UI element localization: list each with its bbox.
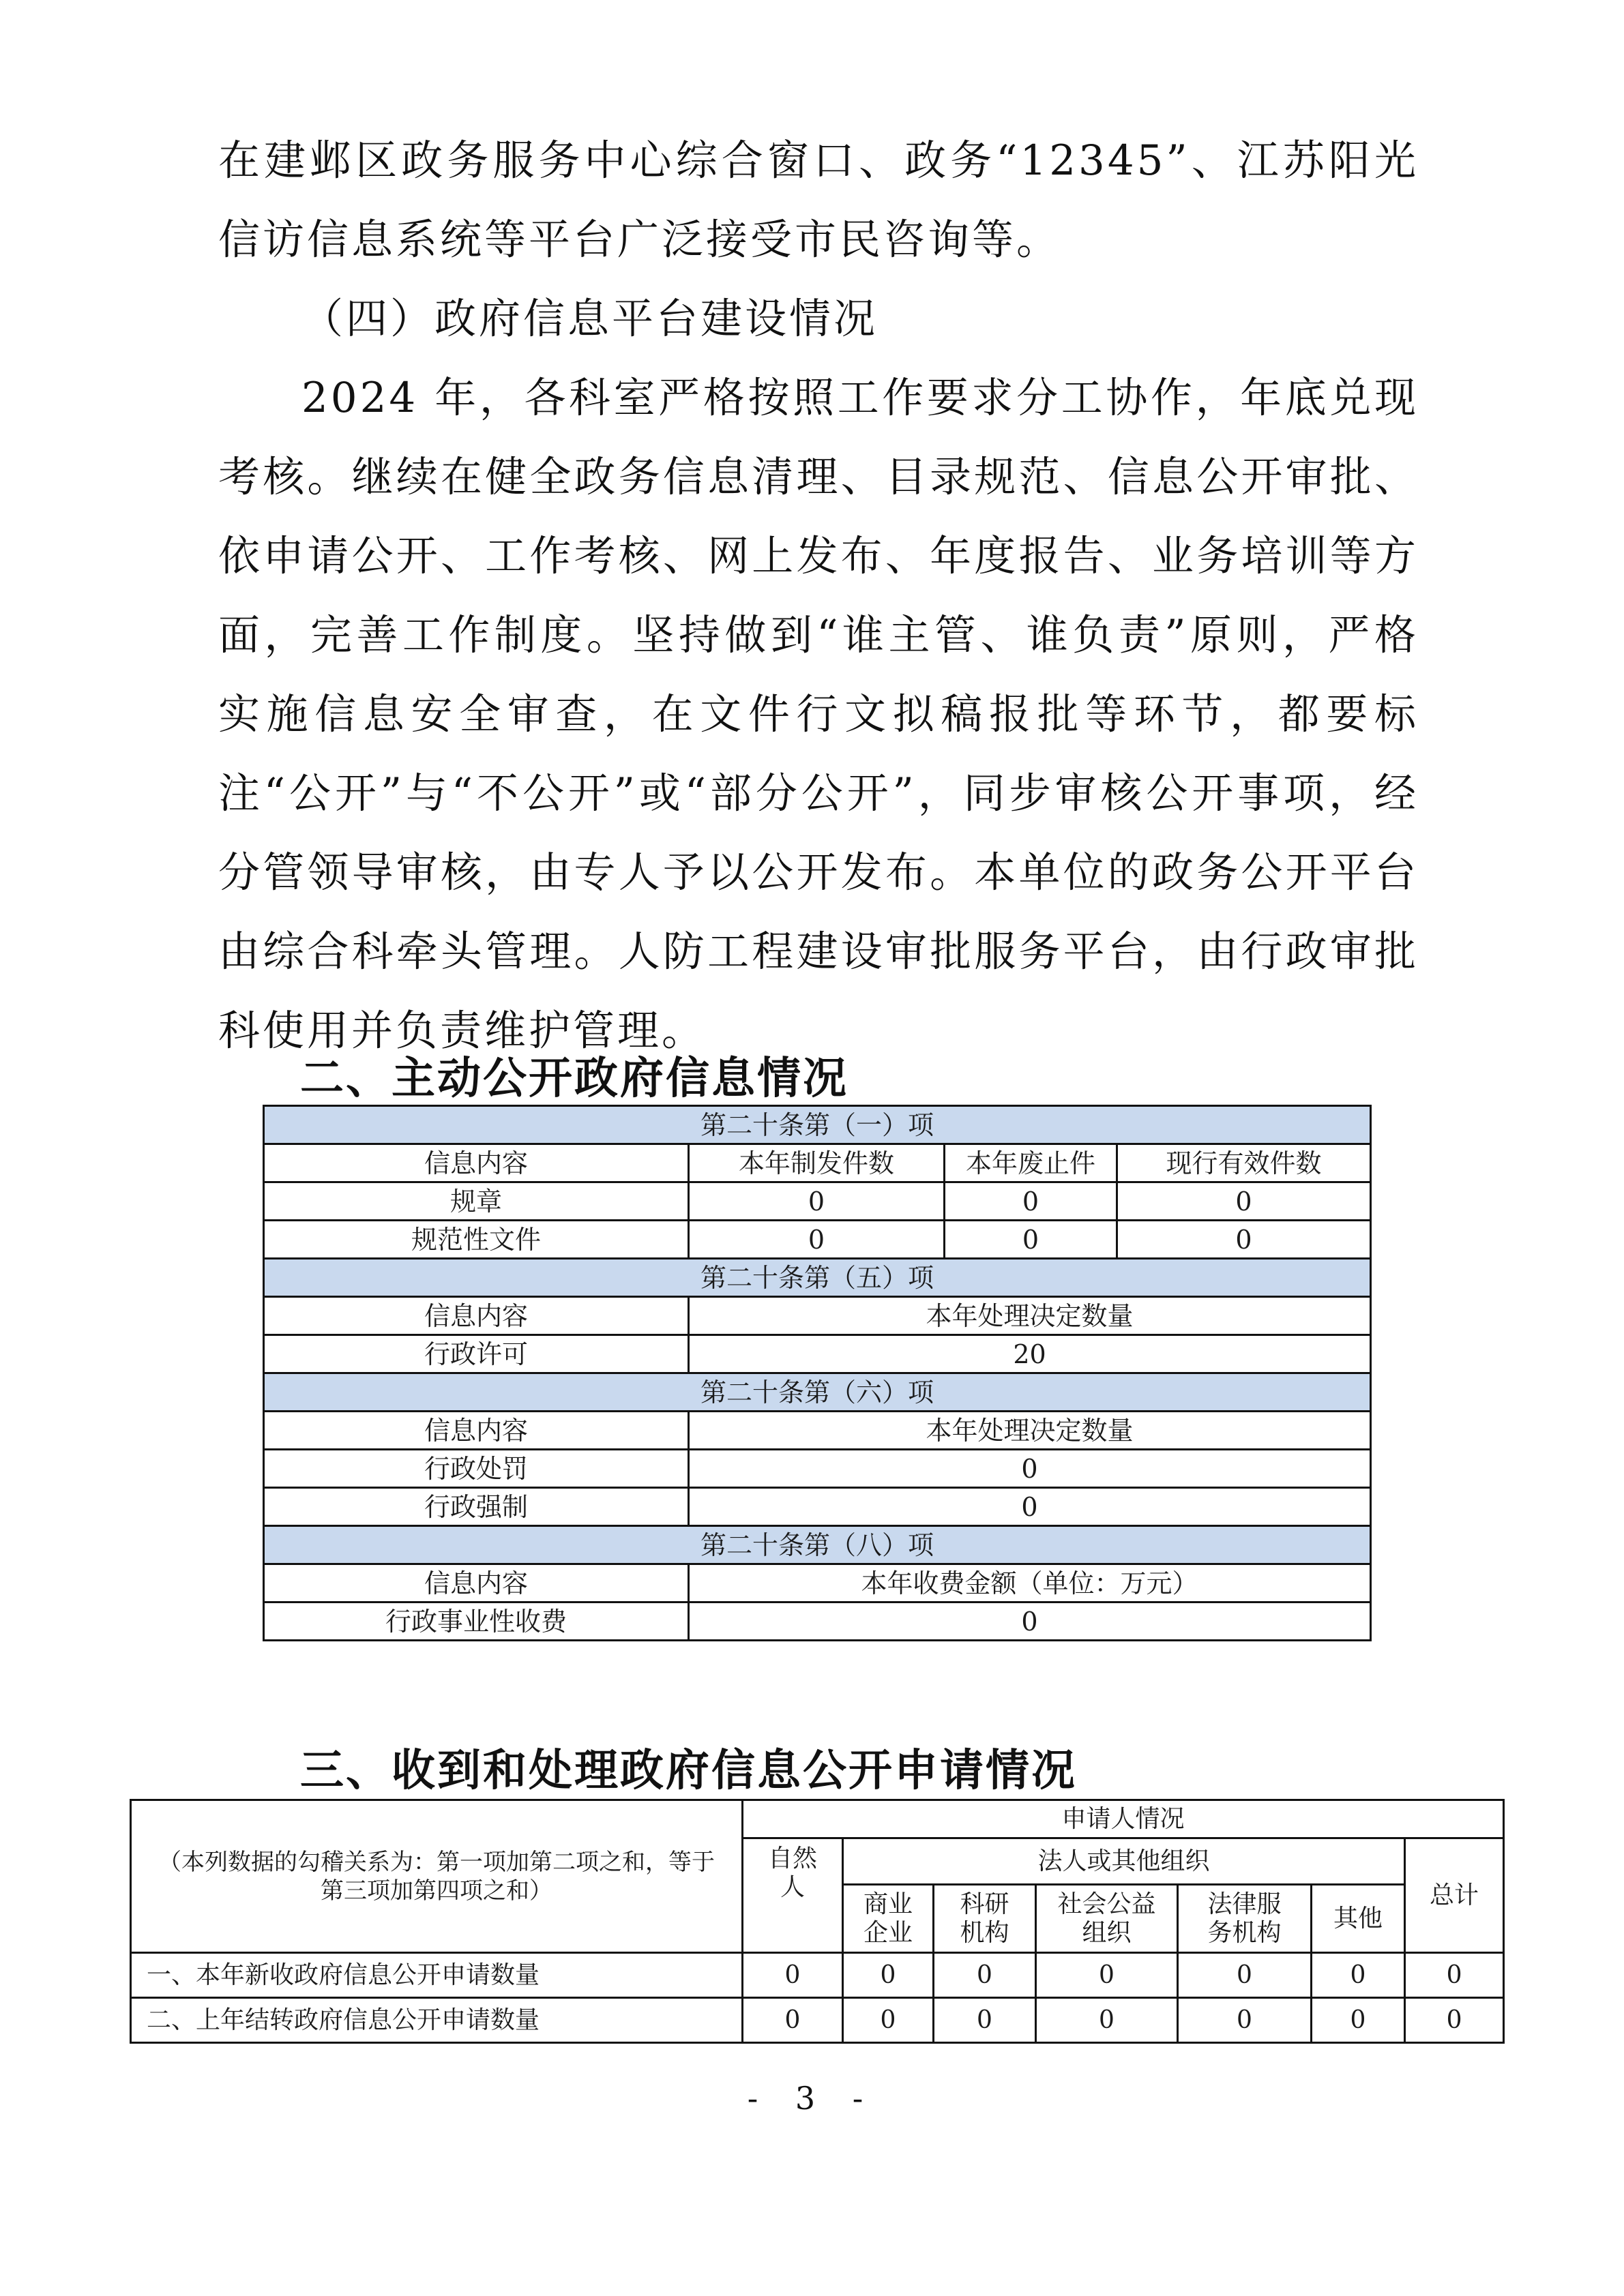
band-article-20-1: 第二十条第（一）项 <box>264 1106 1371 1144</box>
paragraph-platform-construction: 2024 年，各科室严格按照工作要求分工协作，年底兑现考核。继续在健全政务信息清理、目录规范、信息公开审批、依申请公开、工作考核、网上发布、年度报告、业务培训等方面，完善工作制度。坚持做到“谁主管、谁负责”原则，严格实施信息安全审查，在文件行文拟稿报批等环节，都要标注“公开”与“不公开”或“部分公开”，同步审核公开事项，经分管领导审核，由专人予以公开发布。本单位的政务公开平台由综合科牵头管理。人防工程建设审批服务平台，由行政审批科使用并负责维护管理。 <box>218 374 1419 1055</box>
cell-made: 0 <box>689 1182 945 1221</box>
header-natural-person: 自然人 <box>743 1838 843 1953</box>
table-header-row <box>264 1144 1371 1182</box>
header-abolished-this-year: 本年废止件 <box>945 1144 1117 1182</box>
cell-value: 0 <box>689 1450 1371 1488</box>
band-article-20-5: 第二十条第（五）项 <box>264 1259 1371 1297</box>
table-row <box>264 1335 1371 1373</box>
cell-made: 0 <box>689 1221 945 1259</box>
proactive-disclosure-table <box>263 1105 1372 1641</box>
table-row <box>264 1488 1371 1526</box>
header-decisions-count: 本年处理决定数量 <box>689 1297 1371 1335</box>
header-decisions-count: 本年处理决定数量 <box>689 1412 1371 1450</box>
applications-table <box>130 1799 1505 2044</box>
row-label: 行政许可 <box>264 1335 689 1373</box>
section-title-proactive-disclosure: 二、主动公开政府信息情况 <box>300 1054 848 1104</box>
header-info-content: 信息内容 <box>264 1144 689 1182</box>
header-public-welfare-org: 社会公益组织 <box>1036 1885 1178 1953</box>
header-info-content: 信息内容 <box>264 1412 689 1450</box>
table-row <box>264 1182 1371 1221</box>
header-fee-amount: 本年收费金额（单位：万元） <box>689 1564 1371 1602</box>
cell-value: 20 <box>689 1335 1371 1373</box>
table-row <box>131 1998 1504 2043</box>
cell-commercial-enterprise: 0 <box>843 1953 934 1998</box>
table-band-row <box>264 1373 1371 1412</box>
body-text-block-1 <box>218 121 1419 280</box>
row-label: 二、上年结转政府信息公开申请数量 <box>131 1998 743 2043</box>
cell-valid: 0 <box>1117 1182 1371 1221</box>
cell-research-institution: 0 <box>934 1998 1036 2043</box>
band-article-20-8: 第二十条第（八）项 <box>264 1526 1371 1564</box>
row-label: 规范性文件 <box>264 1221 689 1259</box>
table-band-row <box>264 1526 1371 1564</box>
cell-natural-person: 0 <box>743 1953 843 1998</box>
cell-commercial-enterprise: 0 <box>843 1998 934 2043</box>
header-total: 总计 <box>1405 1838 1504 1953</box>
header-info-content: 信息内容 <box>264 1297 689 1335</box>
table-header-row <box>264 1412 1371 1450</box>
table-band-row <box>264 1106 1371 1144</box>
cell-public-welfare-org: 0 <box>1036 1998 1178 2043</box>
cell-natural-person: 0 <box>743 1998 843 2043</box>
table-band-row <box>264 1259 1371 1297</box>
row-label: 行政处罚 <box>264 1450 689 1488</box>
header-legal-or-other-org: 法人或其他组织 <box>843 1838 1405 1885</box>
section-title-applications: 三、收到和处理政府信息公开申请情况 <box>300 1746 1077 1796</box>
header-legal-service-org: 法律服务机构 <box>1178 1885 1312 1953</box>
table-row <box>264 1450 1371 1488</box>
header-other: 其他 <box>1312 1885 1405 1953</box>
row-label: 规章 <box>264 1182 689 1221</box>
cell-abolished: 0 <box>945 1182 1117 1221</box>
table-row <box>264 1602 1371 1641</box>
cell-total: 0 <box>1405 1953 1504 1998</box>
table-header-row <box>264 1297 1371 1335</box>
paragraph-consultation: 在建邺区政务服务中心综合窗口、政务“12345”、江苏阳光信访信息系统等平台广泛接受市民咨询等。 <box>218 136 1419 264</box>
table-row <box>131 1953 1504 1998</box>
cell-legal-service-org: 0 <box>1178 1998 1312 2043</box>
row-label: 行政强制 <box>264 1488 689 1526</box>
header-research-institution: 科研机构 <box>934 1885 1036 1953</box>
cell-value: 0 <box>689 1602 1371 1641</box>
header-made-this-year: 本年制发件数 <box>689 1144 945 1182</box>
table-header-row <box>264 1564 1371 1602</box>
band-article-20-6: 第二十条第（六）项 <box>264 1373 1371 1412</box>
heading-platform-construction: （四）政府信息平台建设情况 <box>301 295 879 343</box>
header-info-content: 信息内容 <box>264 1564 689 1602</box>
cell-other: 0 <box>1312 1953 1405 1998</box>
row-label: 一、本年新收政府信息公开申请数量 <box>131 1953 743 1998</box>
cell-research-institution: 0 <box>934 1953 1036 1998</box>
header-applicant-info: 申请人情况 <box>743 1800 1504 1838</box>
cell-abolished: 0 <box>945 1221 1117 1259</box>
cell-valid: 0 <box>1117 1221 1371 1259</box>
cell-total: 0 <box>1405 1998 1504 2043</box>
header-commercial-enterprise: 商业企业 <box>843 1885 934 1953</box>
cell-legal-service-org: 0 <box>1178 1953 1312 1998</box>
table-row <box>264 1221 1371 1259</box>
row-label: 行政事业性收费 <box>264 1602 689 1641</box>
consistency-note: （本列数据的勾稽关系为：第一项加第二项之和，等于第三项加第四项之和） <box>131 1800 743 1953</box>
cell-value: 0 <box>689 1488 1371 1526</box>
page-number: - 3 - <box>747 2080 877 2117</box>
cell-other: 0 <box>1312 1998 1405 2043</box>
cell-public-welfare-org: 0 <box>1036 1953 1178 1998</box>
table-header-row <box>131 1800 1504 1838</box>
header-currently-valid: 现行有效件数 <box>1117 1144 1371 1182</box>
body-text-block-2 <box>218 280 1419 1071</box>
